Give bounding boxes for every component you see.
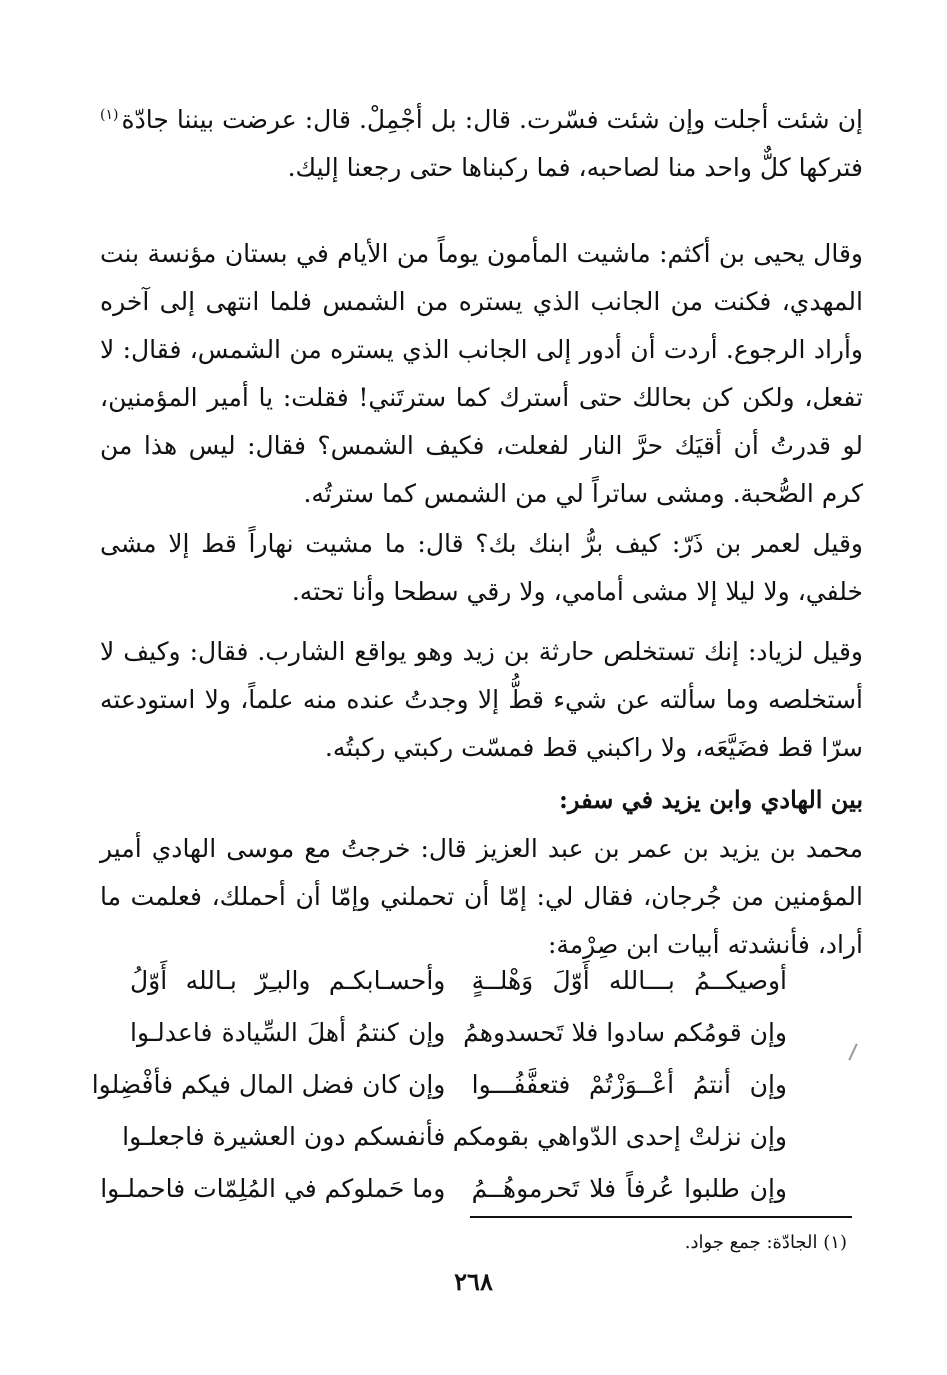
paragraph-5: محمد بن يزيد بن عمر بن عبد العزيز قال: خرجتُ مع موسى الهادي أمير المؤمنين من جُرجان، فقال لي: إمّا أن تحملني وإمّا أن أحملك، فعلمت ما أراد، فأنشدته أبيات ابن صِرْمة: [100, 834, 863, 959]
verse-first-hemistich: وإن نزلتْ إحدى الدّواهي بقومكم [452, 1122, 787, 1151]
paragraph-3: وقيل لعمر بن ذَرّ: كيف برُّ ابنك بك؟ قال: ما مشيت نهاراً قط إلا مشى خلفي، ولا ليلا إلا مشى أمامي، ولا رقي سطحا وأنا تحته. [100, 529, 863, 606]
footnote-divider [470, 1216, 852, 1218]
paragraph-1 [100, 96, 863, 192]
poem-verse [91, 1059, 787, 1111]
paragraph-1-continuation: فتركها كلٌّ واحد منا لصاحبه، فما ركبناها حتى رجعنا إليك. [287, 153, 863, 182]
verse-first-hemistich: أوصيكــمُ بـــالله أَوّلَ وَهْلــةٍ [471, 966, 787, 995]
poem-verse [130, 1007, 787, 1059]
margin-pencil-mark [848, 1043, 857, 1060]
page-number: ٢٦٨ [454, 1267, 493, 1296]
footnote: (١) الجادّة: جمع جواد. [684, 1232, 847, 1253]
section-heading: بين الهادي وابن يزيد في سفر: [558, 785, 863, 814]
verse-second-hemistich: وأحسـابكـم والبـِرّ بـالله أَوّلُ [130, 966, 446, 995]
verse-first-hemistich: وإن قومُكم سادوا فلا تَحسدوهمُ [463, 1018, 787, 1047]
verse-second-hemistich: وإن كنتمُ أهلَ السِّيادة فاعدلـوا [130, 1018, 446, 1047]
verse-second-hemistich: وإن كان فضل المال فيكم فأفْضِلوا [91, 1070, 446, 1099]
poem-verse [122, 1111, 787, 1163]
verse-first-hemistich: وإن طلبوا عُرفاً فلا تَحرموهُــمُ [471, 1174, 787, 1203]
verse-second-hemistich: وما حَملوكم في المُلِمّات فاحملـوا [100, 1174, 446, 1203]
paragraph-1-text: إن شئت أجلت وإن شئت فسّرت. قال: بل أجْمِلْ. قال: عرضت بيننا جادّة [121, 105, 863, 134]
poem-verse [100, 1163, 787, 1215]
verse-first-hemistich: وإن أنتمُ أعْــوَزْتُمْ فتعفَّفُـــوا [471, 1070, 787, 1099]
poem [91, 955, 787, 1215]
verse-second-hemistich: فأنفسكم دون العشيرة فاجعلـوا [122, 1122, 446, 1151]
paragraph-4: وقيل لزياد: إنك تستخلص حارثة بن زيد وهو يواقع الشارب. فقال: وكيف لا أستخلصه وما سألته عن شيء قطُّ إلا وجدتُ عنده منه علماً، ولا استودعته سرّا قط فضَيَّعَه، ولا راكبني قط فمسّت ركبتي ركبتُه. [100, 637, 863, 762]
paragraph-2: وقال يحيى بن أكثم: ماشيت المأمون يوماً من الأيام في بستان مؤنسة بنت المهدي، فكنت من الجانب الذي يستره من الشمس فلما انتهى إلى آخره وأراد الرجوع. أردت أن أدور إلى الجانب الذي يستره من الشمس، فقال: لا تفعل، ولكن كن بحالك حتى أسترك كما سترتَني! فقلت: يا أمير المؤمنين، لو قدرتُ أن أقيَك حرَّ النار لفعلت، فكيف الشمس؟ فقال: ليس هذا من كرم الصُّحبة. ومشى ساتراً لي من الشمس كما سترتُه. [100, 239, 863, 508]
footnote-reference: (١) [100, 106, 119, 123]
poem-verse [130, 955, 787, 1007]
